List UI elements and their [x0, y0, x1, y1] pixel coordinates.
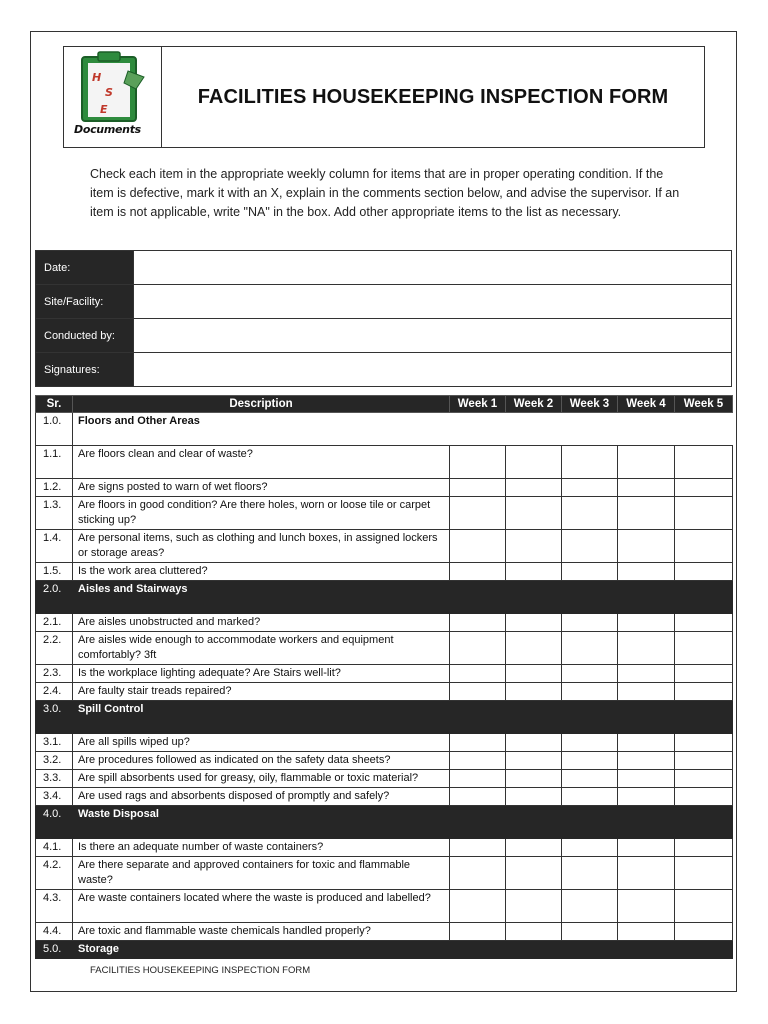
column-header: Sr.	[36, 396, 73, 413]
week-1-checkbox-cell[interactable]	[450, 839, 506, 857]
week-3-checkbox-cell[interactable]	[562, 839, 618, 857]
week-3-checkbox-cell[interactable]	[562, 770, 618, 788]
week-2-checkbox-cell[interactable]	[506, 497, 562, 530]
item-description: Are there separate and approved containers for toxic and flammable waste?	[73, 857, 450, 890]
info-label: Date:	[36, 251, 134, 285]
week-1-checkbox-cell[interactable]	[450, 788, 506, 806]
week-4-checkbox-cell[interactable]	[618, 839, 675, 857]
section-title: Floors and Other Areas	[73, 413, 733, 446]
week-4-checkbox-cell[interactable]	[618, 563, 675, 581]
week-2-checkbox-cell[interactable]	[506, 857, 562, 890]
week-4-checkbox-cell[interactable]	[618, 734, 675, 752]
week-4-checkbox-cell[interactable]	[618, 683, 675, 701]
week-5-checkbox-cell[interactable]	[675, 563, 733, 581]
page-footer: FACILITIES HOUSEKEEPING INSPECTION FORM	[90, 965, 311, 976]
week-2-checkbox-cell[interactable]	[506, 614, 562, 632]
logo-letter-e: E	[100, 103, 108, 116]
week-2-checkbox-cell[interactable]	[506, 446, 562, 479]
week-4-checkbox-cell[interactable]	[618, 530, 675, 563]
table-row	[36, 479, 733, 497]
logo-text: Documents	[74, 123, 141, 136]
week-4-checkbox-cell[interactable]	[618, 788, 675, 806]
week-3-checkbox-cell[interactable]	[562, 683, 618, 701]
week-5-checkbox-cell[interactable]	[675, 839, 733, 857]
week-1-checkbox-cell[interactable]	[450, 446, 506, 479]
week-1-checkbox-cell[interactable]	[450, 923, 506, 941]
table-row	[36, 563, 733, 581]
week-5-checkbox-cell[interactable]	[675, 683, 733, 701]
item-description: Are aisles unobstructed and marked?	[73, 614, 450, 632]
item-description: Are waste containers located where the waste is produced and labelled?	[73, 890, 450, 923]
table-row	[36, 614, 733, 632]
item-description: Are faulty stair treads repaired?	[73, 683, 450, 701]
week-3-checkbox-cell[interactable]	[562, 479, 618, 497]
week-2-checkbox-cell[interactable]	[506, 530, 562, 563]
inspection-table	[35, 395, 733, 959]
table-row	[36, 734, 733, 752]
week-3-checkbox-cell[interactable]	[562, 890, 618, 923]
info-label: Signatures:	[36, 353, 134, 387]
section-title: Spill Control	[73, 701, 733, 734]
week-5-checkbox-cell[interactable]	[675, 479, 733, 497]
item-number: 2.3.	[36, 665, 73, 683]
week-3-checkbox-cell[interactable]	[562, 563, 618, 581]
item-description: Are floors in good condition? Are there holes, worn or loose tile or carpet sticking up?	[73, 497, 450, 530]
instructions-text: Check each item in the appropriate weekly column for items that are in proper operating condition. If the item is defective, mark it with an X, explain in the comments section below, and advise the supervisor. If an item is not applicable, write "NA" in the box. Add other appropriate items to the list as necessary.	[90, 167, 680, 219]
week-3-checkbox-cell[interactable]	[562, 857, 618, 890]
week-4-checkbox-cell[interactable]	[618, 446, 675, 479]
info-label: Site/Facility:	[36, 285, 134, 319]
item-number: 3.2.	[36, 752, 73, 770]
week-4-checkbox-cell[interactable]	[618, 665, 675, 683]
week-1-checkbox-cell[interactable]	[450, 614, 506, 632]
column-header: Week 1	[450, 396, 506, 413]
section-number: 5.0.	[36, 941, 73, 959]
week-5-checkbox-cell[interactable]	[675, 632, 733, 665]
week-2-checkbox-cell[interactable]	[506, 923, 562, 941]
week-1-checkbox-cell[interactable]	[450, 770, 506, 788]
info-row	[36, 353, 732, 387]
item-number: 1.1.	[36, 446, 73, 479]
item-number: 4.2.	[36, 857, 73, 890]
table-row	[36, 497, 733, 530]
week-1-checkbox-cell[interactable]	[450, 530, 506, 563]
week-5-checkbox-cell[interactable]	[675, 734, 733, 752]
week-2-checkbox-cell[interactable]	[506, 890, 562, 923]
info-value-field[interactable]	[134, 251, 732, 285]
item-number: 1.4.	[36, 530, 73, 563]
section-number: 1.0.	[36, 413, 73, 446]
section-title: Waste Disposal	[73, 806, 733, 839]
info-value-field[interactable]	[134, 319, 732, 353]
item-number: 1.2.	[36, 479, 73, 497]
info-value-field[interactable]	[134, 353, 732, 387]
table-row	[36, 665, 733, 683]
week-4-checkbox-cell[interactable]	[618, 770, 675, 788]
week-4-checkbox-cell[interactable]	[618, 479, 675, 497]
item-number: 4.3.	[36, 890, 73, 923]
column-header: Week 2	[506, 396, 562, 413]
info-row	[36, 319, 732, 353]
table-row	[36, 890, 733, 923]
table-row	[36, 788, 733, 806]
section-number: 4.0.	[36, 806, 73, 839]
week-1-checkbox-cell[interactable]	[450, 857, 506, 890]
week-1-checkbox-cell[interactable]	[450, 890, 506, 923]
week-5-checkbox-cell[interactable]	[675, 752, 733, 770]
week-2-checkbox-cell[interactable]	[506, 839, 562, 857]
item-description: Is there an adequate number of waste containers?	[73, 839, 450, 857]
form-header	[63, 46, 705, 148]
info-label: Conducted by:	[36, 319, 134, 353]
item-description: Are toxic and flammable waste chemicals handled properly?	[73, 923, 450, 941]
week-1-checkbox-cell[interactable]	[450, 479, 506, 497]
week-5-checkbox-cell[interactable]	[675, 614, 733, 632]
item-number: 3.3.	[36, 770, 73, 788]
item-description: Are spill absorbents used for greasy, oily, flammable or toxic material?	[73, 770, 450, 788]
week-5-checkbox-cell[interactable]	[675, 788, 733, 806]
item-number: 2.4.	[36, 683, 73, 701]
week-3-checkbox-cell[interactable]	[562, 530, 618, 563]
clipboard-logo-icon	[70, 51, 155, 125]
table-row	[36, 857, 733, 890]
item-description: Are used rags and absorbents disposed of promptly and safely?	[73, 788, 450, 806]
week-4-checkbox-cell[interactable]	[618, 632, 675, 665]
logo-letter-h: H	[92, 71, 102, 84]
week-2-checkbox-cell[interactable]	[506, 479, 562, 497]
table-row	[36, 446, 733, 479]
week-2-checkbox-cell[interactable]	[506, 563, 562, 581]
week-3-checkbox-cell[interactable]	[562, 923, 618, 941]
item-number: 2.1.	[36, 614, 73, 632]
week-1-checkbox-cell[interactable]	[450, 683, 506, 701]
item-description: Are all spills wiped up?	[73, 734, 450, 752]
item-description: Are floors clean and clear of waste?	[73, 446, 450, 479]
week-2-checkbox-cell[interactable]	[506, 632, 562, 665]
info-fields-table	[35, 250, 732, 387]
item-description: Is the work area cluttered?	[73, 563, 450, 581]
logo-letter-s: S	[105, 86, 113, 99]
logo	[64, 47, 162, 147]
table-row	[36, 839, 733, 857]
week-5-checkbox-cell[interactable]	[675, 446, 733, 479]
week-2-checkbox-cell[interactable]	[506, 788, 562, 806]
item-description: Are aisles wide enough to accommodate workers and equipment comfortably? 3ft	[73, 632, 450, 665]
week-5-checkbox-cell[interactable]	[675, 665, 733, 683]
section-row	[36, 806, 733, 839]
item-description: Are signs posted to warn of wet floors?	[73, 479, 450, 497]
item-description: Are personal items, such as clothing and lunch boxes, in assigned lockers or storage areas?	[73, 530, 450, 563]
week-4-checkbox-cell[interactable]	[618, 497, 675, 530]
week-1-checkbox-cell[interactable]	[450, 734, 506, 752]
section-title: Storage	[73, 941, 733, 959]
column-header: Week 4	[618, 396, 675, 413]
week-1-checkbox-cell[interactable]	[450, 497, 506, 530]
section-row	[36, 941, 733, 959]
week-4-checkbox-cell[interactable]	[618, 923, 675, 941]
form-title: FACILITIES HOUSEKEEPING INSPECTION FORM	[197, 85, 669, 108]
week-3-checkbox-cell[interactable]	[562, 446, 618, 479]
item-number: 4.4.	[36, 923, 73, 941]
item-description: Is the workplace lighting adequate? Are Stairs well-lit?	[73, 665, 450, 683]
week-4-checkbox-cell[interactable]	[618, 752, 675, 770]
section-row	[36, 581, 733, 614]
week-1-checkbox-cell[interactable]	[450, 563, 506, 581]
week-5-checkbox-cell[interactable]	[675, 530, 733, 563]
table-row	[36, 632, 733, 665]
week-5-checkbox-cell[interactable]	[675, 770, 733, 788]
week-2-checkbox-cell[interactable]	[506, 665, 562, 683]
section-row	[36, 701, 733, 734]
week-5-checkbox-cell[interactable]	[675, 923, 733, 941]
week-4-checkbox-cell[interactable]	[618, 890, 675, 923]
info-row	[36, 251, 732, 285]
week-2-checkbox-cell[interactable]	[506, 752, 562, 770]
section-title: Aisles and Stairways	[73, 581, 733, 614]
info-value-field[interactable]	[134, 285, 732, 319]
week-5-checkbox-cell[interactable]	[675, 497, 733, 530]
week-5-checkbox-cell[interactable]	[675, 857, 733, 890]
table-header-row	[36, 396, 733, 413]
week-1-checkbox-cell[interactable]	[450, 665, 506, 683]
table-row	[36, 752, 733, 770]
week-4-checkbox-cell[interactable]	[618, 857, 675, 890]
section-number: 3.0.	[36, 701, 73, 734]
week-3-checkbox-cell[interactable]	[562, 752, 618, 770]
week-3-checkbox-cell[interactable]	[562, 734, 618, 752]
item-description: Are procedures followed as indicated on the safety data sheets?	[73, 752, 450, 770]
item-number: 3.1.	[36, 734, 73, 752]
table-row	[36, 770, 733, 788]
table-row	[36, 923, 733, 941]
week-3-checkbox-cell[interactable]	[562, 632, 618, 665]
week-2-checkbox-cell[interactable]	[506, 734, 562, 752]
week-3-checkbox-cell[interactable]	[562, 665, 618, 683]
week-5-checkbox-cell[interactable]	[675, 890, 733, 923]
section-row	[36, 413, 733, 446]
info-row	[36, 285, 732, 319]
week-3-checkbox-cell[interactable]	[562, 497, 618, 530]
week-4-checkbox-cell[interactable]	[618, 614, 675, 632]
item-number: 3.4.	[36, 788, 73, 806]
section-number: 2.0.	[36, 581, 73, 614]
item-number: 4.1.	[36, 839, 73, 857]
item-number: 1.3.	[36, 497, 73, 530]
week-1-checkbox-cell[interactable]	[450, 752, 506, 770]
week-3-checkbox-cell[interactable]	[562, 788, 618, 806]
week-2-checkbox-cell[interactable]	[506, 770, 562, 788]
item-number: 2.2.	[36, 632, 73, 665]
column-header: Week 5	[675, 396, 733, 413]
table-row	[36, 530, 733, 563]
table-row	[36, 683, 733, 701]
item-number: 1.5.	[36, 563, 73, 581]
column-header: Description	[73, 396, 450, 413]
week-1-checkbox-cell[interactable]	[450, 632, 506, 665]
week-3-checkbox-cell[interactable]	[562, 614, 618, 632]
column-header: Week 3	[562, 396, 618, 413]
week-2-checkbox-cell[interactable]	[506, 683, 562, 701]
